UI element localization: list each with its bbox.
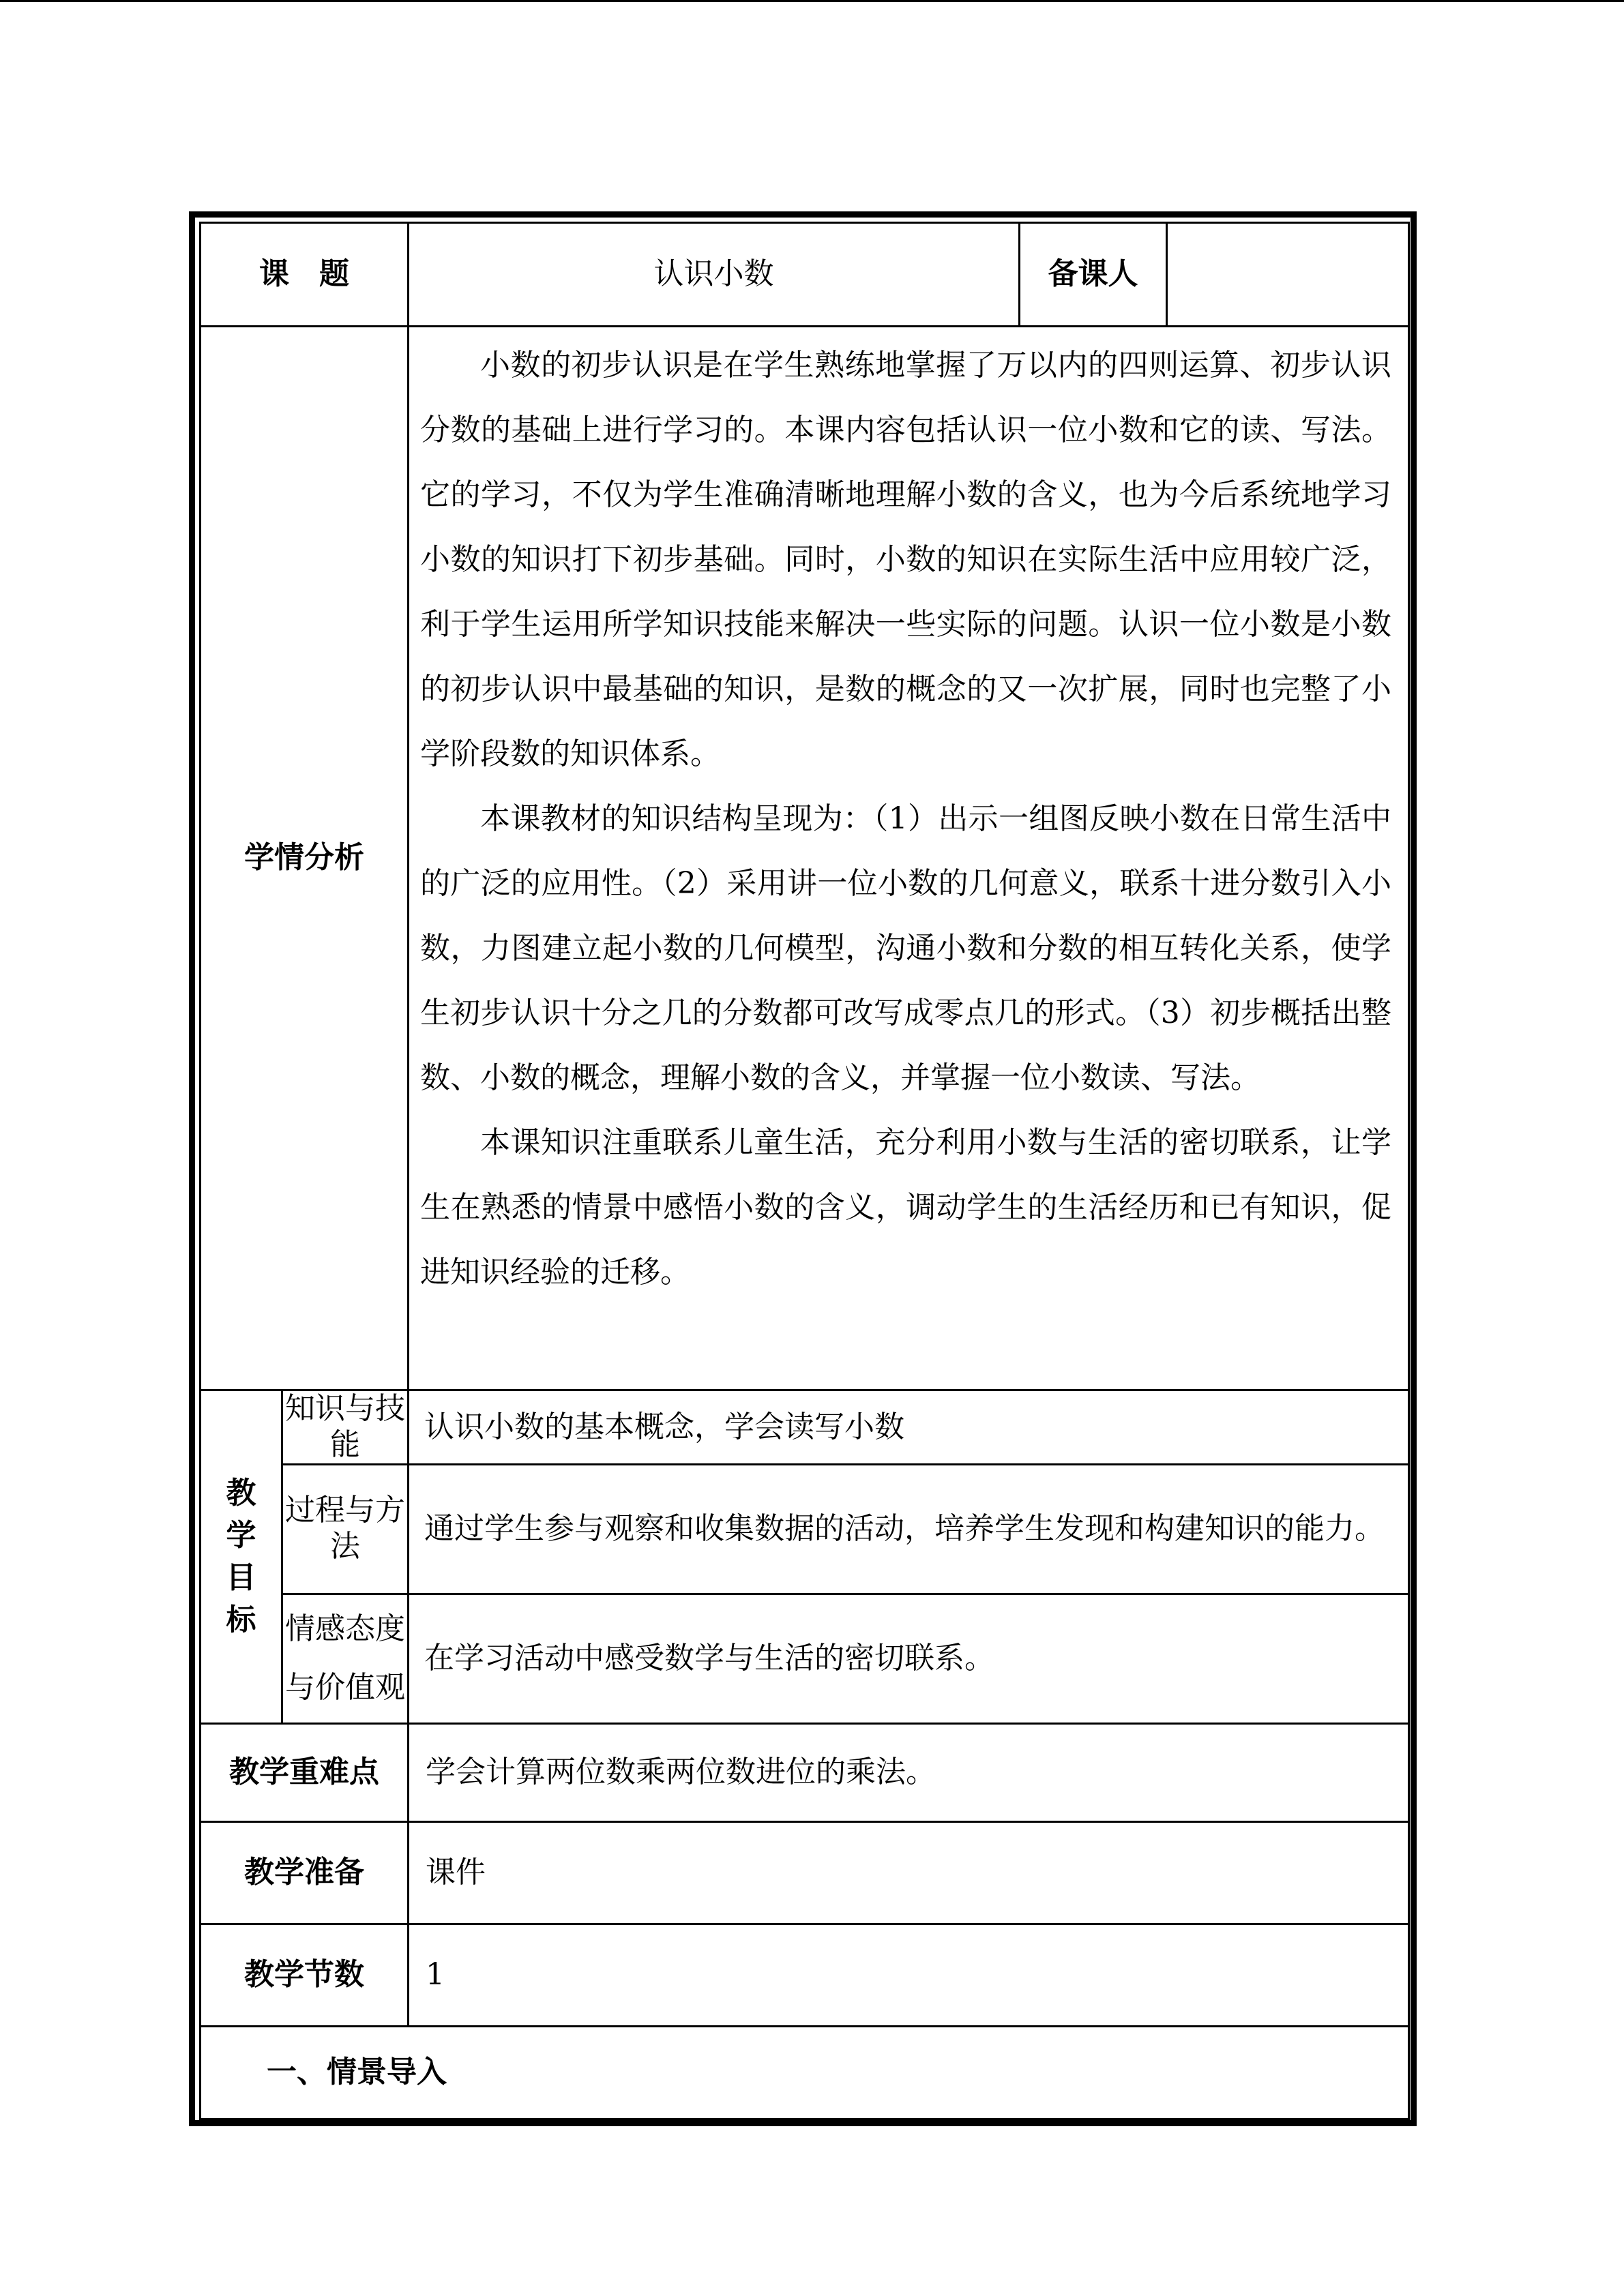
topic-value: 认识小数: [409, 223, 1020, 327]
preparer-value: [1167, 223, 1409, 327]
section-title: 一、情景导入: [201, 2026, 1409, 2119]
goals-label: 教学目标: [226, 1475, 256, 1637]
goal-emotion-text: 在学习活动中感受数学与生活的密切联系。: [409, 1594, 1409, 1723]
header-row: [201, 223, 1409, 327]
topic-label: 课 题: [201, 223, 409, 327]
analysis-paragraph: 本课教材的知识结构呈现为：（1）出示一组图反映小数在日常生活中的广泛的应用性。（2）采用讲一位小数的几何意义，联系十进分数引入小数，力图建立起小数的几何模型，沟通小数和分数的相互转化关系，使学生初步认识十分之几的分数都可改写成零点几的形式。（3）初步概括出整数、小数的概念，理解小数的含义，并掌握一位小数读、写法。: [420, 801, 1391, 1095]
analysis-paragraph: 本课知识注重联系儿童生活，充分利用小数与生活的密切联系，让学生在熟悉的情景中感悟小数的含义，调动学生的生活经历和已有知识，促进知识经验的迁移。: [420, 1125, 1391, 1289]
goal-row-knowledge: [201, 1390, 1409, 1465]
analysis-paragraph: 小数的初步认识是在学生熟练地掌握了万以内的四则运算、初步认识分数的基础上进行学习的。本课内容包括认识一位小数和它的读、写法。它的学习，不仅为学生准确清晰地理解小数的含义，也为今后系统地学习小数的知识打下初步基础。同时，小数的知识在实际生活中应用较广泛，利于学生运用所学知识技能来解决一些实际的问题。认识一位小数是小数的初步认识中最基础的知识，是数的概念的又一次扩展，同时也完整了小学阶段数的知识体系。: [420, 348, 1391, 771]
goals-label-cell: [201, 1390, 282, 1724]
goal-knowledge-label: 知识与技能: [282, 1390, 409, 1465]
section-row: [201, 2026, 1409, 2119]
goal-process-label: 过程与方法: [282, 1464, 409, 1594]
preparation-row: [201, 1821, 1409, 1924]
preparation-label: 教学准备: [201, 1821, 409, 1924]
preparer-label: 备课人: [1020, 223, 1167, 327]
periods-label: 教学节数: [201, 1924, 409, 2026]
lesson-plan-frame: [189, 211, 1417, 2126]
lesson-plan-table: [199, 222, 1410, 2120]
periods-value: 1: [409, 1924, 1409, 2026]
goal-row-emotion: [201, 1594, 1409, 1723]
key-points-row: [201, 1723, 1409, 1821]
periods-row: [201, 1924, 1409, 2026]
goal-knowledge-text: 认识小数的基本概念，学会读写小数: [409, 1390, 1409, 1465]
goal-emotion-label: 情感态度与价值观: [282, 1594, 409, 1723]
preparation-value: 课件: [409, 1821, 1409, 1924]
analysis-label: 学情分析: [201, 327, 409, 1390]
goal-row-process: [201, 1464, 1409, 1594]
key-points-label: 教学重难点: [201, 1723, 409, 1821]
key-points-value: 学会计算两位数乘两位数进位的乘法。: [409, 1723, 1409, 1821]
goal-process-text: 通过学生参与观察和收集数据的活动，培养学生发现和构建知识的能力。: [409, 1464, 1409, 1594]
top-border-line: [0, 0, 1624, 2]
analysis-content: [409, 327, 1409, 1390]
analysis-row: [201, 327, 1409, 1390]
